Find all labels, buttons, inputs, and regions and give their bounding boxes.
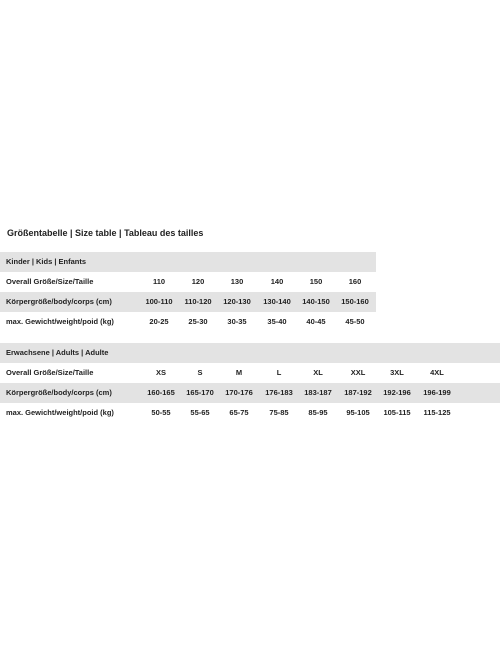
size-cell: 150 xyxy=(309,277,323,286)
weight-cell: 85-95 xyxy=(308,408,328,417)
size-cell: 160 xyxy=(348,277,362,286)
body-cell: 160-165 xyxy=(147,388,175,397)
size-cell: S xyxy=(197,368,203,377)
adults-size-row xyxy=(0,363,500,383)
size-cell: XL xyxy=(313,368,323,377)
row-label: Overall Größe/Size/Taille xyxy=(6,368,94,377)
kids-header-row xyxy=(0,252,376,272)
body-cell: 183-187 xyxy=(304,388,332,397)
weight-cell: 55-65 xyxy=(190,408,210,417)
body-cell: 176-183 xyxy=(265,388,293,397)
size-cell: 4XL xyxy=(430,368,444,377)
body-cell: 100-110 xyxy=(145,297,173,306)
row-label: max. Gewicht/weight/poid (kg) xyxy=(6,408,114,417)
weight-cell: 105-115 xyxy=(383,408,411,417)
size-cell: 130 xyxy=(230,277,244,286)
kids-header: Kinder | Kids | Enfants xyxy=(6,257,87,266)
adults-header-row xyxy=(0,343,500,363)
weight-cell: 30-35 xyxy=(227,317,247,326)
weight-cell: 50-55 xyxy=(151,408,171,417)
row-label: Körpergröße/body/corps (cm) xyxy=(6,388,112,397)
body-cell: 120-130 xyxy=(223,297,251,306)
body-cell: 150-160 xyxy=(341,297,369,306)
kids-size-row xyxy=(0,272,376,292)
weight-cell: 115-125 xyxy=(423,408,451,417)
size-cell: M xyxy=(235,368,243,377)
page-title: Größentabelle | Size table | Tableau des tailles xyxy=(7,228,204,238)
weight-cell: 35-40 xyxy=(267,317,287,326)
adults-body-row xyxy=(0,383,500,403)
adults-weight-row xyxy=(0,403,500,423)
size-cell: 120 xyxy=(191,277,205,286)
weight-cell: 20-25 xyxy=(149,317,169,326)
weight-cell: 95-105 xyxy=(346,408,370,417)
kids-weight-row xyxy=(0,312,376,332)
size-cell: L xyxy=(276,368,282,377)
weight-cell: 45-50 xyxy=(345,317,365,326)
adults-header: Erwachsene | Adults | Adulte xyxy=(6,348,109,357)
body-cell: 196-199 xyxy=(423,388,451,397)
size-cell: XS xyxy=(155,368,167,377)
body-cell: 170-176 xyxy=(225,388,253,397)
kids-body-row xyxy=(0,292,376,312)
row-label: Overall Größe/Size/Taille xyxy=(6,277,94,286)
size-cell: XXL xyxy=(350,368,366,377)
body-cell: 192-196 xyxy=(383,388,411,397)
kids-size-table xyxy=(0,252,376,332)
body-cell: 110-120 xyxy=(184,297,212,306)
weight-cell: 65-75 xyxy=(229,408,249,417)
weight-cell: 75-85 xyxy=(269,408,289,417)
row-label: max. Gewicht/weight/poid (kg) xyxy=(6,317,114,326)
size-cell: 140 xyxy=(270,277,284,286)
body-cell: 140-150 xyxy=(302,297,330,306)
body-cell: 130-140 xyxy=(263,297,291,306)
weight-cell: 25-30 xyxy=(188,317,208,326)
size-cell: 3XL xyxy=(390,368,404,377)
body-cell: 165-170 xyxy=(186,388,214,397)
body-cell: 187-192 xyxy=(344,388,372,397)
adults-size-table xyxy=(0,343,500,423)
row-label: Körpergröße/body/corps (cm) xyxy=(6,297,112,306)
size-cell: 110 xyxy=(152,277,166,286)
weight-cell: 40-45 xyxy=(306,317,326,326)
